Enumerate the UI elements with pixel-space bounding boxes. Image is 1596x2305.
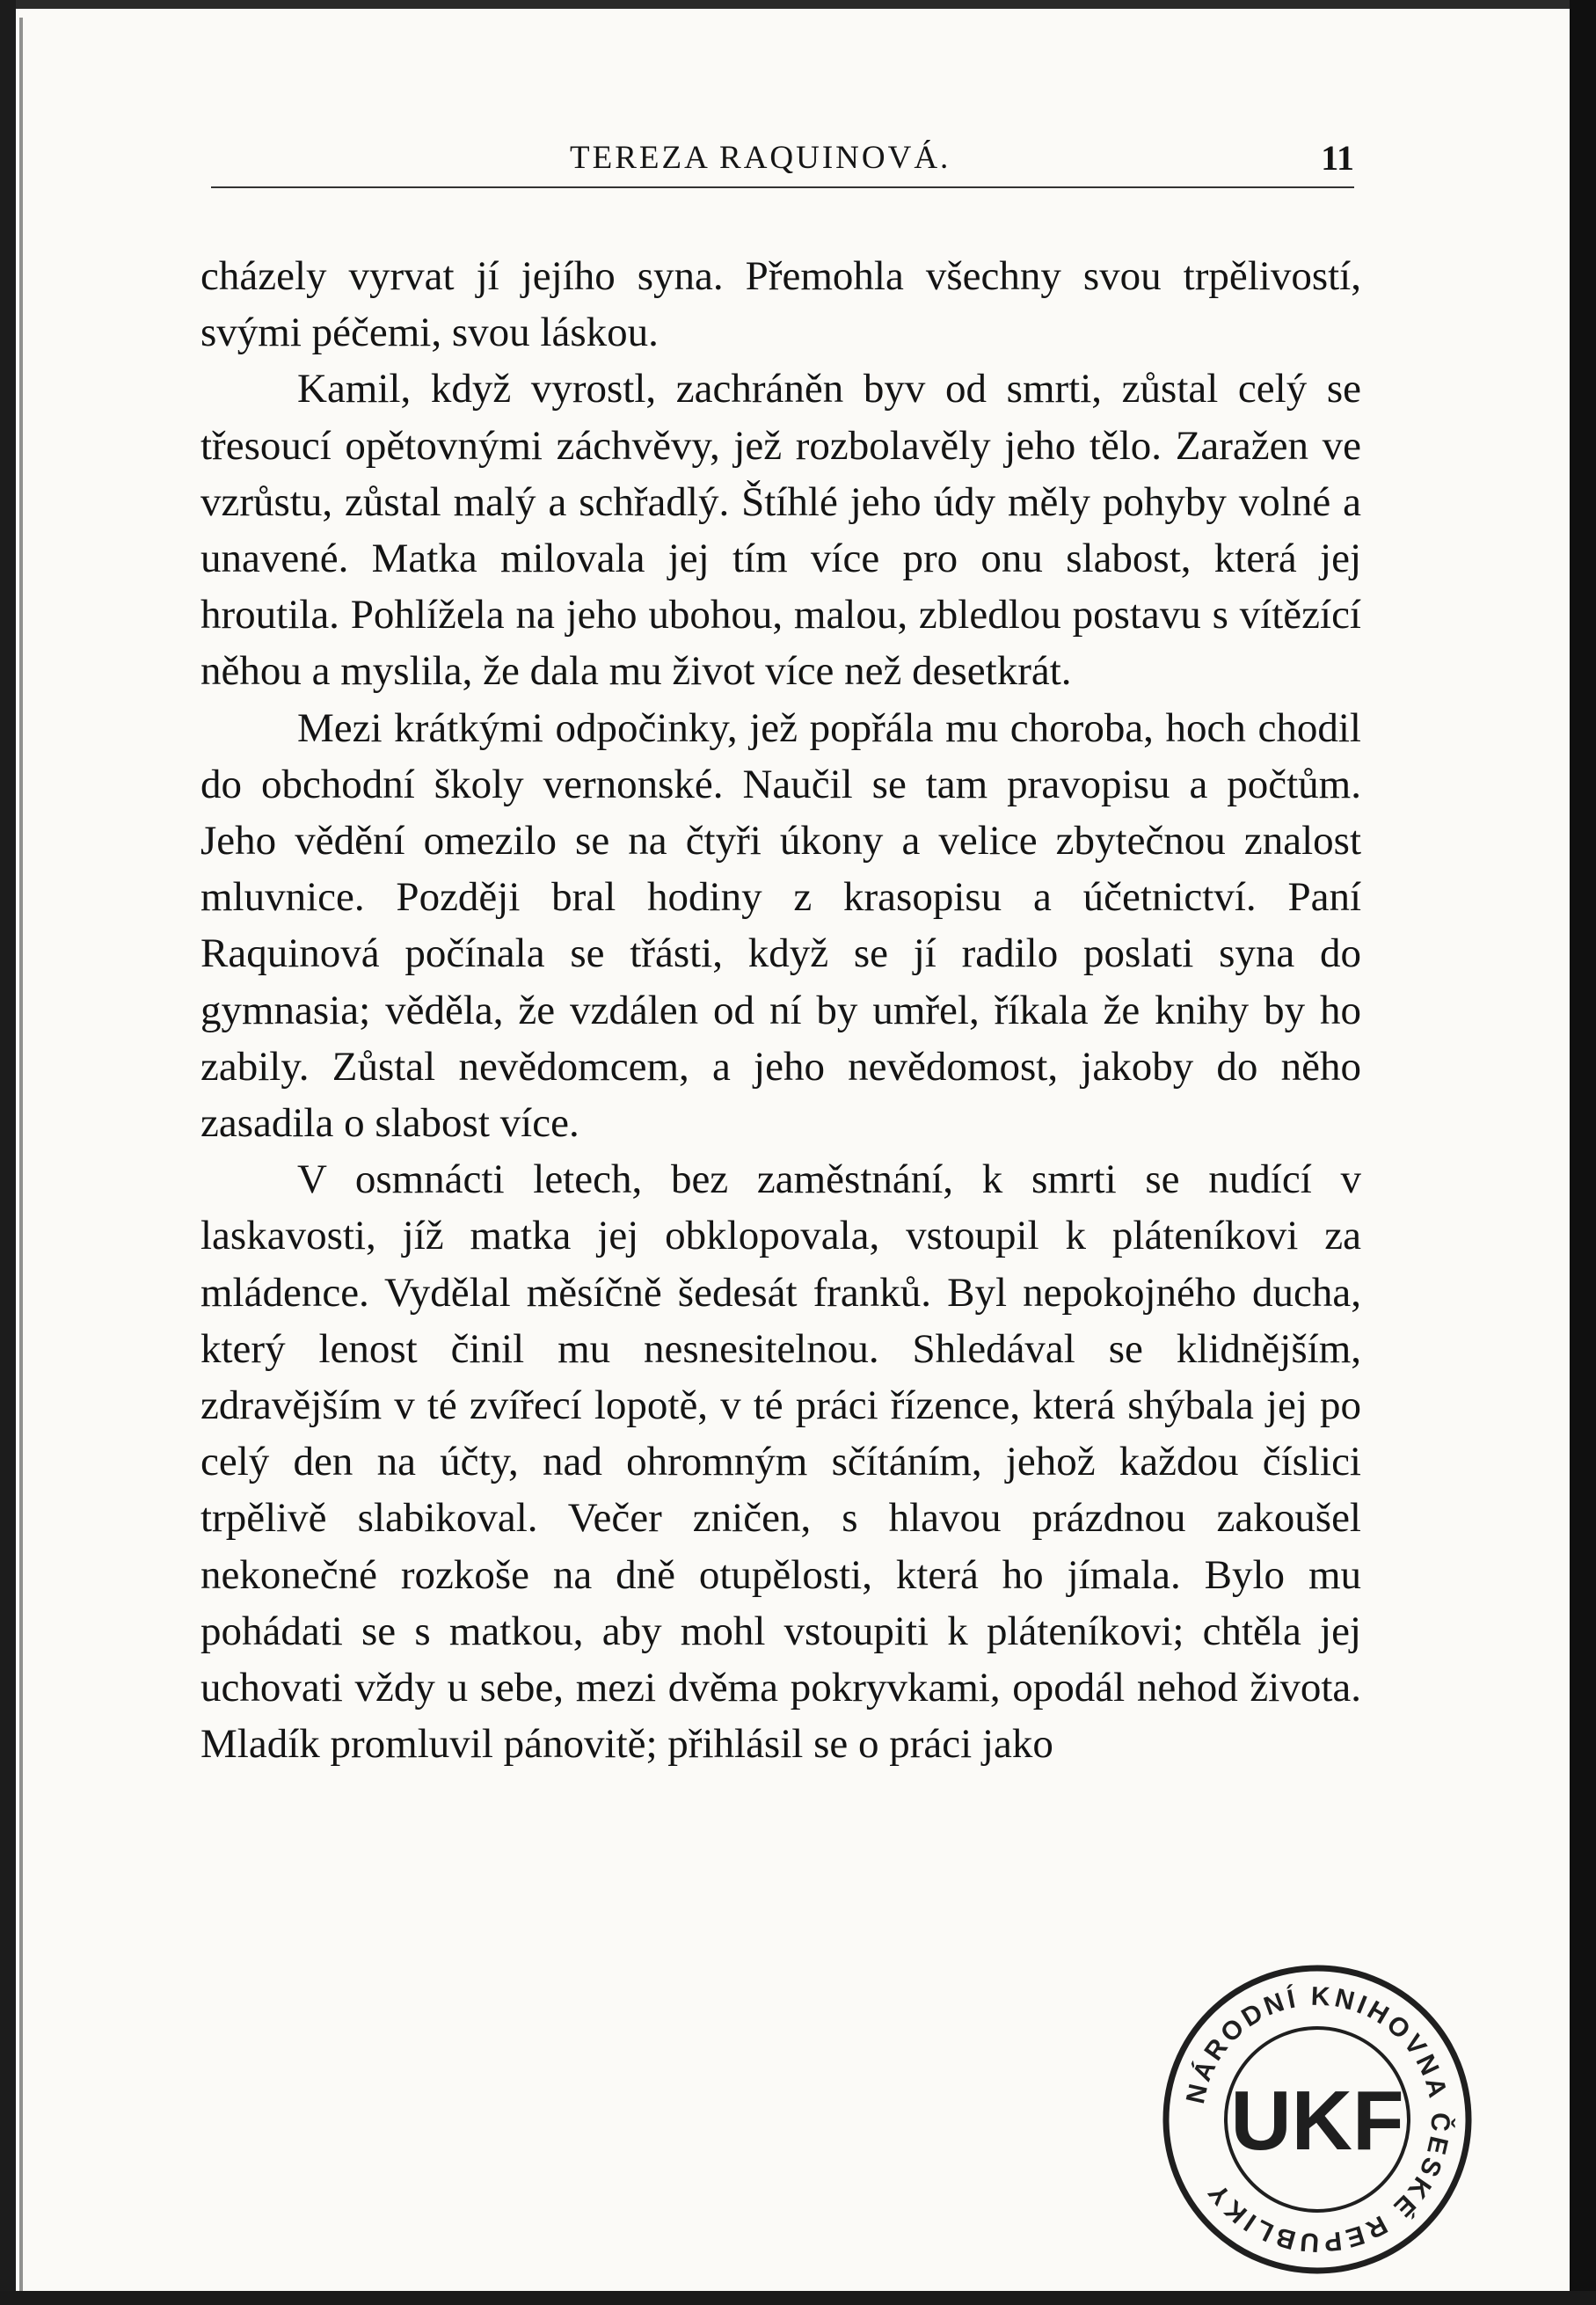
body-text bbox=[200, 248, 1361, 1772]
stamp-center-text: UKF bbox=[1230, 2074, 1404, 2168]
running-head bbox=[211, 139, 1354, 192]
scan-edge-left-shadow bbox=[19, 18, 23, 2304]
stamp-ring-text: NÁRODNÍ KNIHOVNA ČESKÉ REPUBLIKY bbox=[1181, 1981, 1455, 2258]
scan-edge-bottom bbox=[0, 2291, 1596, 2305]
scan-edge-right bbox=[1570, 0, 1596, 2305]
paragraph: cházely vyrvat jí jejího syna. Přemohla všechny svou trpělivostí, svými péčemi, svou láskou. bbox=[200, 253, 1361, 356]
library-stamp bbox=[1159, 1961, 1476, 2278]
paragraph: Mezi krátkými odpočinky, jež popřála mu choroba, hoch chodil do obchodní školy vernonské. Naučil se tam pravopisu a počtům. Jeho vědění omezilo se na čtyři úkony a velice zbytečnou znalost mluvnice. Později bral hodiny z krasopisu a účetnictví. Paní Raquinová počínala se třásti, když se jí radilo poslati syna do gymnasia; věděla, že vzdálen od ní by umřel, říkala že knihy by ho zabily. Zůstal nevědomcem, a jeho nevědomost, jakoby do něho zasadila o slabost více. bbox=[200, 704, 1361, 1147]
paragraph: V osmnácti letech, bez zaměstnání, k smrti se nudící v laskavosti, jíž matka jej obklopovala, vstoupil k pláteníkovi za mládence. Vydělal měsíčně šedesát franků. Byl nepokojného ducha, který lenost činil mu nesnesitelnou. Shledával se klidnějším, zdravějším v té zvířecí lopotě, v té práci řízence, která shýbala jej po celý den na účty, nad ohromným sčítáním, jehož každou číslici trpělivě slabikoval. Večer zničen, s hlavou prázdnou zakoušel nekonečné rozkoše na dně otupělosti, která ho jímala. Bylo mu pohádati se s matkou, aby mohl vstoupiti k pláteníkovi; chtěla jej uchovati vždy u sebe, mezi dvěma pokryvkami, opodál nehod života. Mladík promluvil pánovitě; přihlásil se o práci jako bbox=[200, 1156, 1361, 1768]
scan-edge-left bbox=[0, 0, 16, 2305]
scan-edge-top bbox=[0, 0, 1596, 9]
paragraph: Kamil, když vyrostl, zachráněn byv od smrti, zůstal celý se třesoucí opětovnými záchvěvy, jež rozbolavěly jeho tělo. Zaražen ve vzrůstu, zůstal malý a schřadlý. Štíhlé jeho údy měly pohyby volné a unavené. Matka milovala jej tím více pro onu slabost, která jej hroutila. Pohlížela na jeho ubohou, malou, zbledlou postavu s vítězící něhou a myslila, že dala mu život více než desetkrát. bbox=[200, 366, 1361, 695]
running-title: TEREZA RAQUINOVÁ. bbox=[570, 140, 951, 176]
page-number: 11 bbox=[1321, 138, 1354, 178]
header-rule bbox=[211, 186, 1354, 188]
